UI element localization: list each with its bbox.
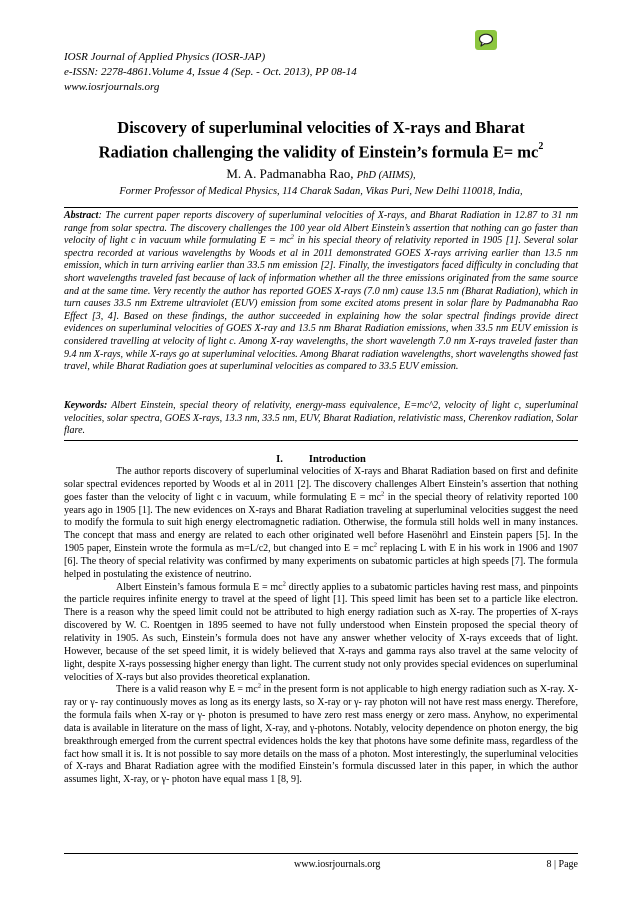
section-title: Introduction — [308, 454, 366, 465]
journal-name: IOSR Journal of Applied Physics (IOSR-JAP) — [64, 51, 266, 63]
section-number: I. — [276, 454, 283, 465]
title-line-1: Discovery of superluminal velocities of X-rays and Bharat — [117, 118, 525, 137]
abstract: Abstract: The current paper reports discovery of superluminal velocities of X-rays, and Bharat Radiation in 12.87 to 31 nm range from solar spectra. The discovery challenges the 100 year old Albert Einstein’s assertion that nothing can go faster than velocity of light c in vacuum while formulating $E = mc^2$ in his special theory of relativity reported in 1905 [1]. Several solar spectra recorded at various wavelengths by Woods et al in 2011 demonstrated GOES X-rays arriving earlier than 13.5 nm emission, which in turn arriving earlier than 33.5 nm emission [2]. Finally, the investigators faced difficulty in concluding that short wavelengths traveled fast because of lack of information whether all the three emissions originated from the same source and at the same time. Very recently the author has reported GOES X-rays (7.0 nm) cause 13.5 nm (Bharat Radiation), which in turn causes 33.5 nm Extreme ultraviolet (EUV) emission from some excited atoms present in solar flare by Padmanabha Rao Effect [3, 4]. Based on these findings, the author succeeded in explaining how the solar spectral findings provide direct evidences on superluminal velocities of GOES X-ray and 13.5 nm Bharat Radiation emissions, when 33.5 nm EUV emission is considered travelling at velocity of light c. Among X-ray wavelengths, the short wavelength 7.0 nm X-rays traveled faster than 9.4 nm X-rays, while X-rays go at superluminal velocities. Among Bharat radiation wavelengths, short wavelengths showed fast travel, while Bharat Radiation goes at superluminal velocities as compared to 33.5 EUV emission. — [64, 210, 578, 373]
keywords: Keywords: Albert Einstein, special theory of relativity, energy-mass equivalence, E=mc^2, velocity of light c, superluminal velocities, solar spectra, GOES X-rays, 13.3 nm, 33.5 nm, EUV, Bharat Radiation, relativistic mass, Cherenkov radiation, Solar flare. — [64, 400, 578, 437]
paragraph-1: The author reports discovery of superluminal velocities of X-rays and Bharat Radiation based on first and definite solar spectral evidences reported by Woods et al in 2011 [2]. The discovery challenges Albert Einstein’s assertion that nothing goes faster than the velocity of light c in vacuum, while formulating $E = mc^2$ in the special theory of relativity reported 100 years ago in 1905 [1]. The new evidences on X-rays and Bharat Radiation traveling at superluminal velocities suggest the need to modify the formula to suit high energy electromagnetic radiation. Otherwise, the formula still holds well in many instances. The concept that mass and energy are related to each other originated well before Hasenöhrl and Einstein papers [5]. In the 1905 paper, Einstein wrote the formula as m=L/c2, but changed into $E = mc^2$ replacing L with E in his work in 1906 and 1907 [6]. The theory of special relativity was confirmed by many experiments on subatomic particles at high speeds [7]. The formula helped in postulating the existence of neutrino. — [64, 466, 578, 580]
title-superscript: 2 — [538, 141, 544, 152]
paper-page — [64, 0, 578, 902]
abstract-top-rule — [64, 207, 578, 208]
title-line-2: Radiation challenging the validity of Einstein’s formula $E= mc^2$ — [98, 141, 544, 162]
author-name: M. A. Padmanabha Rao, — [226, 166, 354, 181]
paper-title — [64, 117, 578, 163]
section-heading — [64, 453, 578, 466]
journal-site[interactable]: www.iosrjournals.org — [64, 81, 160, 93]
speech-bubble-icon — [478, 33, 494, 47]
body-text — [64, 466, 578, 787]
page-number: 8 | Page — [546, 859, 578, 870]
comment-badge[interactable] — [475, 30, 497, 50]
author-line — [64, 166, 578, 184]
paragraph-3: There is a valid reason why $E = mc^2$ in the present form is not applicable to high energy radiation such as X-ray. X-ray or γ- ray continuously moves as long as its energy lasts, so X-ray or γ- ray photon will not have rest mass energy. Therefore, the formula fails when X-ray or γ- photon is presumed to have zero rest mass energy or zero mass. Anyhow, no experimental data is available in literature on the mass of light, X-ray, and γ-photons. Notably, velocity dependence on photon energy, the big breakthrough emerged from the current spectral evidences holds the key that photons have some definite mass, regardless of the fact how small it is. It is not possible to say more details on the mass of a photon. Most interestingly, the superluminal velocities of X-rays and Bharat Radiation agree with the modified Einstein’s formula discussed later in this paper, in which the author assumes light, X-ray, or γ- photon have equal mass 1 [8, 9]. — [64, 683, 578, 786]
author-affiliation: Former Professor of Medical Physics, 114 Charak Sadan, Vikas Puri, New Delhi 110018, India, — [119, 186, 523, 197]
abstract-bottom-rule — [64, 440, 578, 441]
author-degree: PhD (AIIMS), — [356, 170, 416, 181]
keywords-label: Keywords: — [64, 400, 108, 411]
journal-header — [64, 50, 578, 95]
abstract-label: Abstract — [64, 210, 99, 221]
paragraph-2: Albert Einstein’s famous formula $E = mc^2$ directly applies to a subatomic particles having rest mass, and pinpoints the particle requires infinite energy to travel at the speed of light [1]. This speed limit has been set to a particle like electron. There is a reason why the speed limit could not be attributed to high energy radiation such as X-ray. The properties of X-rays discovered by W. C. Roentgen in 1895 seemed to have not fully understood when Einstein proposed the special theory of relativity in 1905. As such, Einstein’s formula does not have any answer whether velocity of X-rays exceeds that of light. However, because of the set speed limit, it is widely believed that X-rays and gamma rays also travel at the same velocity of light, despite X-rays possessing higher energy than light. The current study not only provides special evidences on superluminal velocities of X-rays but also provides theoretical explanation. — [64, 580, 578, 683]
footer-rule — [64, 853, 578, 854]
journal-issn: e-ISSN: 2278-4861.Volume 4, Issue 4 (Sep. - Oct. 2013), PP 08-14 — [64, 66, 357, 78]
footer-site[interactable]: www.iosrjournals.org — [294, 859, 381, 870]
